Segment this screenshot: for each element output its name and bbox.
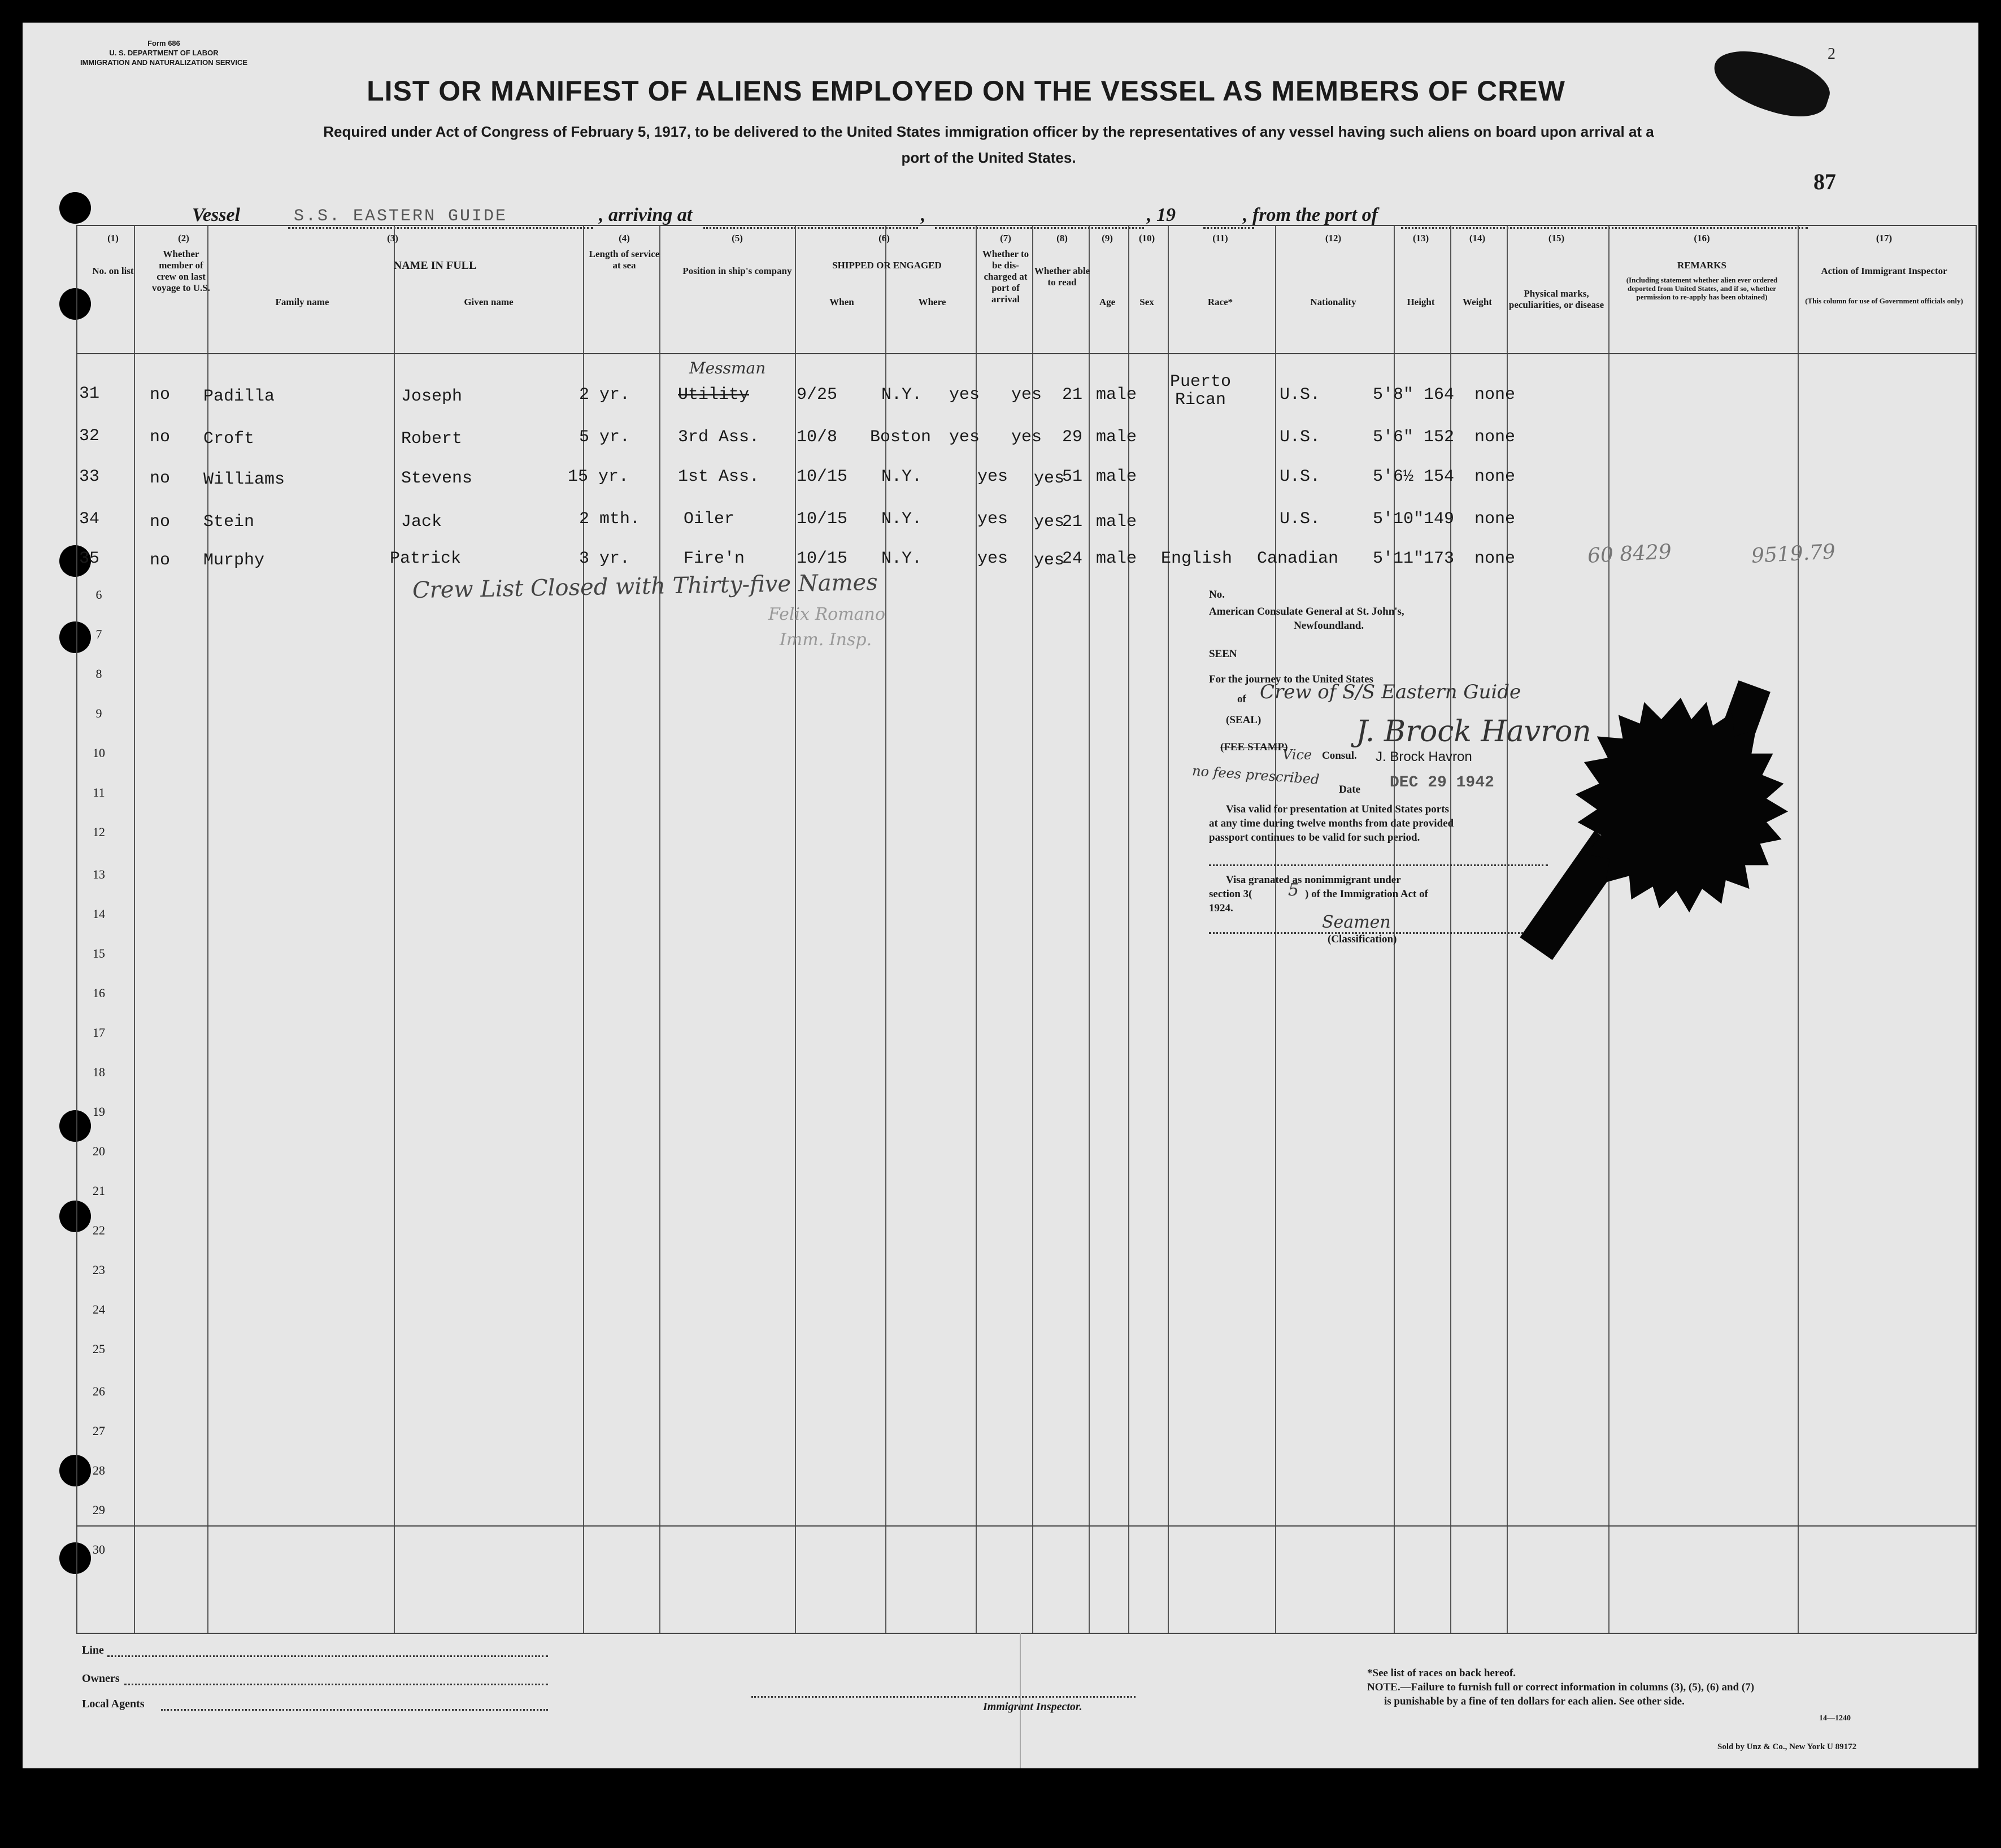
col-head-4: Length of service at sea [589, 249, 660, 271]
cell-nationality: U.S. [1280, 428, 1321, 447]
cell-given: Jack [401, 512, 442, 532]
cell-discharged: yes [949, 428, 980, 447]
visa-valid-2: at any time during twelve months from date provided [1209, 818, 1454, 829]
row-number: 20 [93, 1144, 105, 1158]
cell-where: N.Y. [881, 510, 923, 529]
visa-granted-2a: section 3( [1209, 888, 1252, 900]
closing-note: Crew List Closed with Thirty-five Names [412, 569, 878, 604]
row-number: 17 [93, 1025, 105, 1040]
cell-marks: none [1474, 510, 1516, 529]
cell-sex: male [1096, 467, 1137, 486]
row-number: 6 [95, 588, 102, 602]
cell-nationality: Canadian [1257, 549, 1339, 568]
cell-position: 1st Ass. [678, 467, 760, 486]
row-number: 8 [95, 667, 102, 681]
cell-position: Oiler [684, 510, 735, 529]
cell-given: Stevens [401, 469, 473, 488]
cell-weight: 164 [1424, 385, 1455, 405]
section-number: 5 [1288, 880, 1299, 900]
col-head-7: Whether to be dis-charged at port of arrival [982, 249, 1029, 305]
punch-hole [59, 192, 91, 224]
cell-marks: none [1474, 467, 1516, 486]
form-number: Form 686 [147, 39, 180, 47]
fine-note-1: NOTE.—Failure to furnish full or correct information in columns (3), (5), (6) and (7) [1367, 1681, 1755, 1693]
date-label: Date [1339, 784, 1360, 795]
inspector-signature: Felix Romano [768, 605, 885, 624]
cell-when: 10/15 [797, 467, 848, 486]
cell-read: yes [1034, 469, 1065, 488]
form-header [45, 38, 282, 67]
col-num-1: (1) [107, 233, 119, 243]
footer-owners-dots [124, 1684, 548, 1685]
cell-race: Puerto Rican [1169, 372, 1232, 410]
cell-height: 5'6½ [1373, 467, 1414, 486]
cell-last-voyage: no [150, 385, 171, 405]
vice-mark: Vice [1282, 747, 1312, 763]
cell-position: 3rd Ass. [678, 428, 760, 447]
row-number: 13 [93, 867, 105, 881]
no-fee-note: no fees prescribed [1191, 763, 1320, 788]
table-row-no: 34 [79, 510, 100, 529]
cell-marks: none [1474, 549, 1516, 568]
visa-granted-2b: ) of the Immigration Act of [1305, 888, 1428, 900]
row-number: 15 [93, 946, 105, 960]
cell-age: 24 [1062, 549, 1083, 568]
col-num-12: (12) [1325, 233, 1342, 243]
vessel-name: S.S. EASTERN GUIDE [294, 207, 508, 226]
row-number: 23 [93, 1263, 105, 1277]
cell-race: English [1161, 549, 1233, 568]
cell-sex: male [1096, 549, 1137, 568]
table-row-no: 31 [79, 384, 100, 403]
cell-height: 5'10" [1373, 510, 1424, 529]
fine-note-2: is punishable by a fine of ten dollars for each alien. See other side. [1384, 1695, 1685, 1707]
col-num-13: (13) [1412, 233, 1429, 243]
col-head-9: Age [1099, 297, 1116, 307]
row-number: 30 [93, 1542, 105, 1556]
col-head-8: Whether able to read [1034, 266, 1090, 288]
row-number: 12 [93, 825, 105, 839]
col-head-3: NAME IN FULL [393, 259, 477, 272]
vessel-label: Vessel [192, 205, 240, 225]
cell-position-hand: Messman [689, 359, 766, 377]
cell-service: 3 yr. [579, 549, 630, 568]
col-num-8: (8) [1056, 233, 1068, 243]
row-number: 25 [93, 1342, 105, 1356]
remarks-note: (Including statement whether alien ever ordered deported from United States, and if so, whether permission to re-apply has been obtained) [1626, 276, 1778, 301]
col-num-7: (7) [1000, 233, 1011, 243]
col-head-11: Race* [1207, 297, 1233, 307]
cell-where: N.Y. [881, 549, 923, 568]
cell-weight: 152 [1424, 428, 1455, 447]
visa-crew-of: Crew of S/S Eastern Guide [1260, 681, 1521, 703]
cell-service: 2 mth. [579, 510, 641, 529]
service: IMMIGRATION AND NATURALIZATION SERVICE [80, 58, 248, 67]
col-num-3: (3) [387, 233, 398, 243]
col-subhead-family: Family name [275, 297, 329, 307]
cell-discharged: yes [949, 385, 980, 405]
col-num-17: (17) [1876, 233, 1893, 243]
cell-sex: male [1096, 512, 1137, 532]
cell-family: Croft [203, 429, 255, 449]
col-head-13: Height [1407, 297, 1435, 307]
cell-nationality: U.S. [1280, 385, 1321, 405]
visa-dots [1209, 864, 1548, 866]
row-number: 11 [93, 785, 105, 799]
row-number: 26 [93, 1384, 105, 1398]
cell-age: 51 [1062, 467, 1083, 486]
col-num-14: (14) [1469, 233, 1486, 243]
cell-height: 5'6" [1373, 428, 1414, 447]
cell-service: 2 yr. [579, 385, 630, 405]
cell-position: Utility [678, 385, 750, 405]
cell-given: Joseph [401, 387, 463, 406]
cell-weight: 149 [1424, 510, 1455, 529]
from-label: , from the port of [1243, 205, 1378, 225]
col-subhead-given: Given name [464, 297, 514, 307]
cell-sex: male [1096, 385, 1137, 405]
cell-where: Boston [870, 428, 932, 447]
col-num-11: (11) [1212, 233, 1228, 243]
col-head-5: Position in ship's company [682, 266, 792, 276]
visa-seen: SEEN [1209, 648, 1237, 660]
cell-inspector: 9519.79 [1751, 540, 1836, 568]
col-head-15: Physical marks, peculiarities, or disease [1508, 288, 1604, 310]
cell-where: N.Y. [881, 385, 923, 405]
visa-place: Newfoundland. [1294, 620, 1364, 632]
cell-read: yes [1011, 428, 1042, 447]
subtitle [85, 119, 1893, 171]
col-head-6: SHIPPED OR ENGAGED [832, 260, 942, 271]
consul-signature: J. Brock Havron [1356, 715, 1591, 749]
col-num-2: (2) [178, 233, 189, 243]
cell-service: 15 yr. [568, 467, 629, 486]
cell-read: yes [1034, 512, 1065, 532]
cell-nationality: U.S. [1280, 510, 1321, 529]
cell-weight: 154 [1424, 467, 1455, 486]
cell-sex: male [1096, 428, 1137, 447]
table-row-no: 35 [79, 549, 100, 568]
cell-height: 5'11" [1373, 549, 1424, 568]
races-note: *See list of races on back hereof. [1367, 1667, 1516, 1679]
inspector-note: (This column for use of Government officials only) [1805, 297, 1963, 305]
page-number: 87 [1813, 169, 1836, 194]
footer-agents-label: Local Agents [82, 1698, 145, 1710]
form-code: 14—1240 [1819, 1714, 1851, 1723]
cell-nationality: U.S. [1280, 467, 1321, 486]
cell-where: N.Y. [881, 467, 923, 486]
row-number: 16 [93, 986, 105, 1000]
row-number: 21 [93, 1184, 105, 1198]
col-head-10: Sex [1139, 297, 1154, 307]
comma: , [921, 205, 926, 225]
row-number: 28 [93, 1463, 105, 1477]
cell-when: 9/25 [797, 385, 838, 405]
col-num-4: (4) [619, 233, 630, 243]
cell-remarks: 60 8429 [1587, 540, 1672, 568]
year-label: , 19 [1147, 205, 1176, 225]
col-num-5: (5) [732, 233, 743, 243]
row-number: 18 [93, 1065, 105, 1079]
row-number: 9 [95, 706, 102, 720]
cell-height: 5'8" [1373, 385, 1414, 405]
visa-valid-3: passport continues to be valid for such period. [1209, 832, 1420, 843]
subtitle-line2: port of the United States. [901, 149, 1076, 166]
row-number: 19 [93, 1105, 105, 1119]
fold-line [1020, 1633, 1021, 1768]
inspector-title: Imm. Insp. [780, 630, 872, 650]
visa-granted-3: 1924. [1209, 902, 1233, 914]
table-row-no: 32 [79, 427, 100, 446]
col-num-16: (16) [1694, 233, 1710, 243]
visa-consulate: American Consulate General at St. John's, [1209, 606, 1404, 618]
col-num-6: (6) [878, 233, 890, 243]
printer-note: Sold by Unz & Co., New York U 89172 [1717, 1742, 1857, 1751]
cell-when: 10/15 [797, 510, 848, 529]
col-head-1: No. on list [92, 266, 134, 276]
cell-read: yes [1034, 551, 1065, 570]
cell-when: 10/15 [797, 549, 848, 568]
table-row-no: 33 [79, 467, 100, 486]
cell-last-voyage: no [150, 512, 171, 532]
footer-owners-label: Owners [82, 1672, 120, 1685]
row-number: 24 [93, 1302, 105, 1316]
ink-blot [1706, 40, 1835, 127]
footer-line-dots [107, 1655, 548, 1657]
col-head-12: Nationality [1310, 297, 1356, 307]
cell-marks: none [1474, 428, 1516, 447]
visa-seal: (SEAL) [1226, 714, 1262, 726]
row-number: 7 [95, 627, 102, 641]
col-head-14: Weight [1463, 297, 1492, 307]
corner-mark: 2 [1828, 45, 1835, 63]
consul-label: Consul. [1322, 750, 1357, 762]
cell-discharged: yes [977, 467, 1008, 486]
row-number: 22 [93, 1223, 105, 1237]
col-num-10: (10) [1138, 233, 1155, 243]
page-title: LIST OR MANIFEST OF ALIENS EMPLOYED ON THE VESSEL AS MEMBERS OF CREW [367, 75, 1565, 107]
manifest-sheet [23, 23, 1978, 1768]
visa-journey: For the journey to the United States [1209, 673, 1373, 685]
visa-granted-1: Visa granated as nonimmigrant under [1226, 874, 1401, 886]
consul-name: J. Brock Havron [1376, 749, 1472, 764]
cell-family: Murphy [203, 551, 265, 570]
visa-of: of [1237, 693, 1246, 705]
inspector-dots [751, 1696, 1136, 1698]
date-stamp: DEC 29 1942 [1390, 774, 1494, 792]
col-head-17: Action of Immigrant Inspector [1821, 266, 1947, 276]
cell-family: Stein [203, 512, 255, 532]
cell-last-voyage: no [150, 469, 171, 488]
cell-last-voyage: no [150, 428, 171, 447]
cell-age: 29 [1062, 428, 1083, 447]
cell-position: Fire'n [684, 549, 745, 568]
cell-read: yes [1011, 385, 1042, 405]
classification-value: Seamen [1322, 912, 1391, 932]
cell-discharged: yes [977, 549, 1008, 568]
visa-valid-1: Visa valid for presentation at United States ports [1226, 803, 1449, 815]
cell-service: 5 yr. [579, 428, 630, 447]
footer-agents-dots [161, 1709, 548, 1711]
classification-label: (Classification) [1328, 933, 1397, 945]
cell-family: Williams [203, 470, 285, 489]
col-num-9: (9) [1102, 233, 1113, 243]
col-head-2: Whether member of crew on last voyage to U.S. [152, 249, 210, 293]
arriving-label: , arriving at [599, 205, 693, 225]
row-number: 27 [93, 1424, 105, 1438]
cell-when: 10/8 [797, 428, 838, 447]
cell-given: Robert [401, 429, 463, 449]
cell-weight: 173 [1424, 549, 1455, 568]
col-subhead-when: When [829, 297, 854, 307]
col-subhead-where: Where [918, 297, 946, 307]
footer-inspector: Immigrant Inspector. [983, 1701, 1082, 1713]
cell-age: 21 [1062, 385, 1083, 405]
row-number: 29 [93, 1503, 105, 1517]
col-head-16: REMARKS [1677, 260, 1726, 271]
cell-given: Patrick [390, 549, 462, 568]
visa-no: No. [1209, 589, 1225, 601]
footer-line-label: Line [82, 1644, 104, 1656]
row-number: 10 [93, 746, 105, 760]
subtitle-line1: Required under Act of Congress of February 5, 1917, to be delivered to the United States immigration officer by the representatives of any vessel having such aliens on board upon arrival at a [323, 123, 1654, 140]
cell-age: 21 [1062, 512, 1083, 532]
cell-family: Padilla [203, 387, 275, 406]
visa-fee-stamp: (FEE STAMP) [1220, 741, 1288, 753]
row-number: 14 [93, 907, 105, 921]
department: U. S. DEPARTMENT OF LABOR [109, 49, 219, 57]
cell-last-voyage: no [150, 551, 171, 570]
col-num-15: (15) [1548, 233, 1565, 243]
cell-discharged: yes [977, 510, 1008, 529]
cell-marks: none [1474, 385, 1516, 405]
